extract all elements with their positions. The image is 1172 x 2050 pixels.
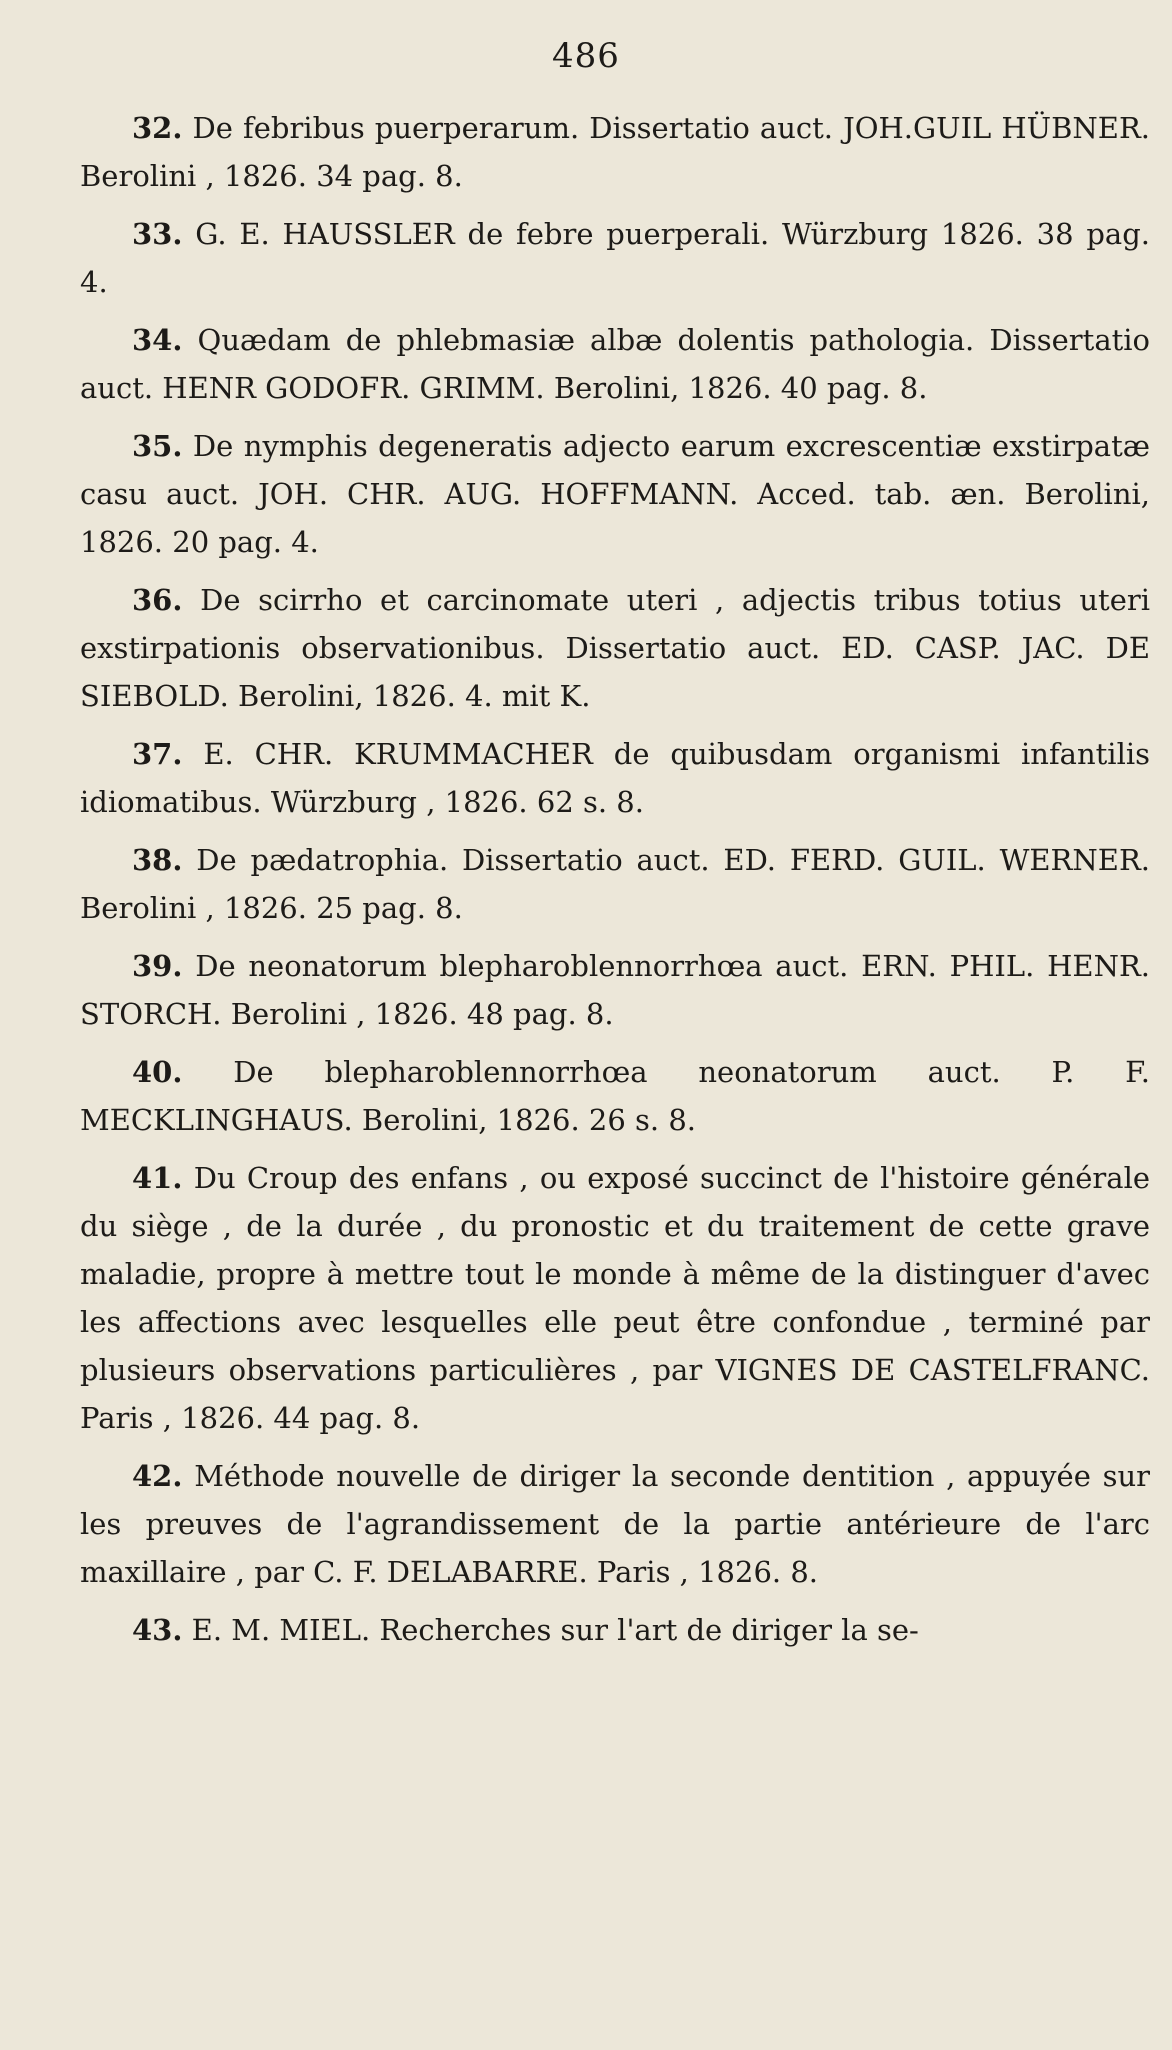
entry-text: De scirrho et carcinomate uteri , adjectis tribus totius uteri exstirpationis observationibus. Dissertatio auct. ED. CASP. JAC. DE SIEBOLD. Berolini, 1826. 4. mit K.	[80, 583, 1150, 713]
entry-text: Méthode nouvelle de diriger la seconde dentition , appuyée sur les preuves de l'agrandissement de la partie antérieure de l'arc maxillaire , par C. F. DELABARRE. Paris , 1826. 8.	[80, 1459, 1150, 1589]
entry-number: 39.	[132, 949, 183, 983]
entry-number: 40.	[132, 1055, 183, 1089]
entry-number: 41.	[132, 1161, 183, 1195]
bibliography-entry	[80, 1452, 1150, 1596]
bibliography-entry	[80, 942, 1150, 1038]
entry-number: 43.	[132, 1613, 183, 1647]
bibliography-entry	[80, 422, 1150, 566]
entry-text: Quædam de phlebmasiæ albæ dolentis pathologia. Dissertatio auct. HENR GODOFR. GRIMM. Berolini, 1826. 40 pag. 8.	[80, 323, 1150, 405]
entry-number: 36.	[132, 583, 183, 617]
entry-text: De febribus puerperarum. Dissertatio auct. JOH.GUIL HÜBNER. Berolini , 1826. 34 pag. 8.	[80, 111, 1150, 193]
entry-number: 34.	[132, 323, 183, 357]
entry-number: 37.	[132, 737, 183, 771]
bibliography-entry	[80, 1606, 1150, 1654]
bibliography-entry	[80, 104, 1150, 200]
entry-text: De blepharoblennorrhœa neonatorum auct. P. F. MECKLINGHAUS. Berolini, 1826. 26 s. 8.	[80, 1055, 1151, 1137]
bibliography-entry	[80, 1048, 1150, 1144]
bibliography-entry	[80, 316, 1150, 412]
entry-text: E. M. MIEL. Recherches sur l'art de diriger la se-	[191, 1613, 919, 1647]
entry-number: 32.	[132, 111, 183, 145]
entry-number: 33.	[132, 217, 183, 251]
entry-number: 35.	[132, 429, 183, 463]
entry-text: De neonatorum blepharoblennorrhœa auct. ERN. PHIL. HENR. STORCH. Berolini , 1826. 48 pag. 8.	[80, 949, 1150, 1031]
entry-text: Du Croup des enfans , ou exposé succinct de l'histoire générale du siège , de la durée , du pronostic et du traitement de cette grave maladie, propre à mettre tout le monde à même de la distinguer d'avec les affections avec lesquelles elle peut être confondue , terminé par plusieurs observations particulières , par VIGNES DE CASTELFRANC. Paris , 1826. 44 pag. 8.	[80, 1161, 1151, 1435]
bibliography-entry	[80, 576, 1150, 720]
entry-number: 42.	[132, 1459, 183, 1493]
entry-text: E. CHR. KRUMMACHER de quibusdam organismi infantilis idiomatibus. Würzburg , 1826. 62 s. 8.	[80, 737, 1151, 819]
entry-text: G. E. HAUSSLER de febre puerperali. Würzburg 1826. 38 pag. 4.	[80, 217, 1151, 299]
bibliography-entry	[80, 1154, 1150, 1442]
bibliography-entry	[80, 836, 1150, 932]
entry-number: 38.	[132, 843, 183, 877]
entry-text: De pædatrophia. Dissertatio auct. ED. FERD. GUIL. WERNER. Berolini , 1826. 25 pag. 8.	[80, 843, 1150, 925]
bibliography-list	[80, 104, 1150, 1664]
page-number: 486	[552, 36, 620, 76]
bibliography-entry	[80, 730, 1150, 826]
entry-text: De nymphis degeneratis adjecto earum excrescentiæ exstirpatæ casu auct. JOH. CHR. AUG. HOFFMANN. Acced. tab. æn. Berolini, 1826. 20 pag. 4.	[80, 429, 1150, 559]
bibliography-entry	[80, 210, 1150, 306]
